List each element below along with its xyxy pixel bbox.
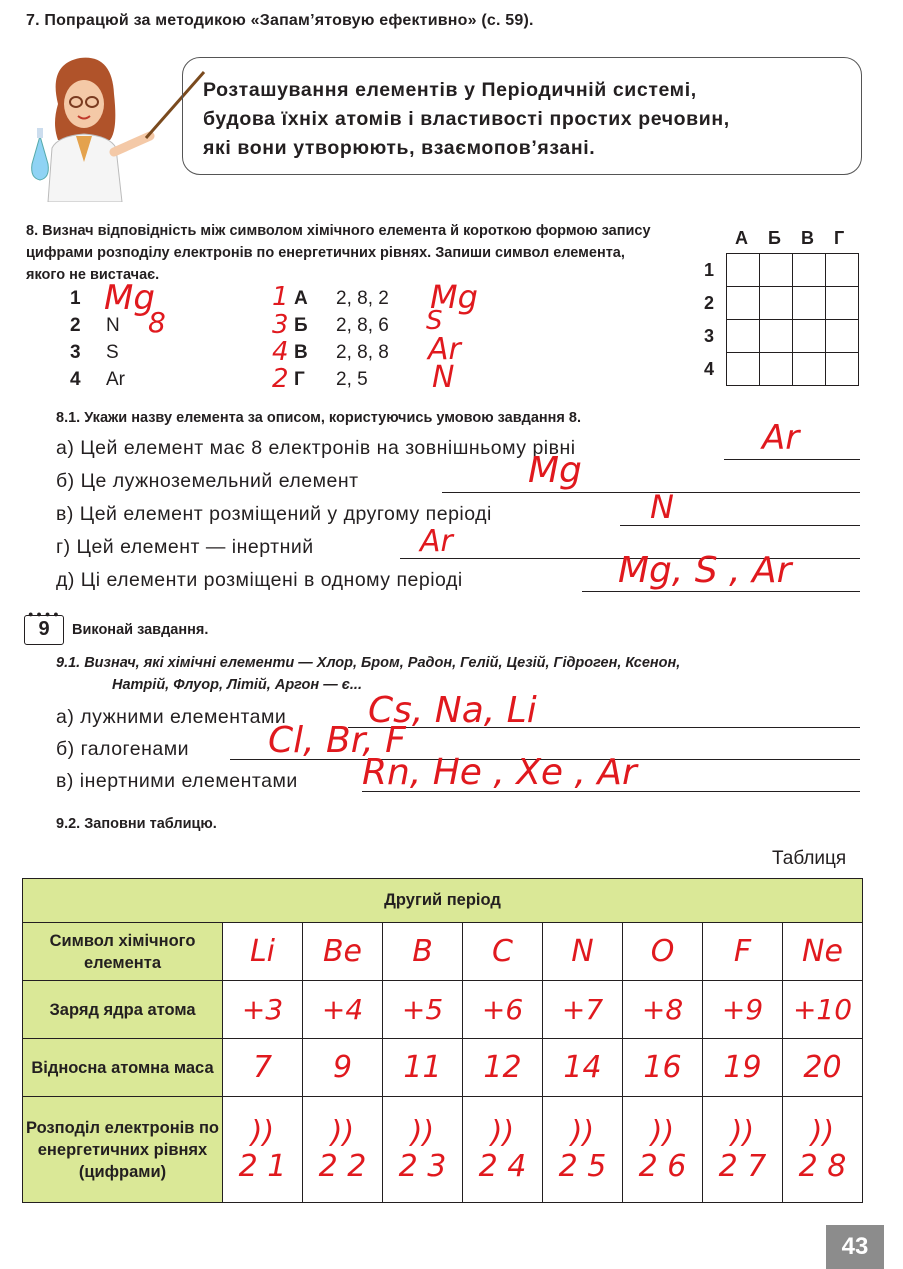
task-number-badge: 9 bbox=[24, 615, 64, 645]
symbol-cell[interactable]: Li bbox=[223, 923, 303, 981]
grid-cell[interactable] bbox=[760, 287, 793, 320]
shell-marks: )) bbox=[410, 1114, 435, 1150]
grid-cell[interactable] bbox=[793, 320, 826, 353]
grid-row-label: 1 bbox=[704, 260, 715, 280]
task-81-prompt: 8.1. Укажи назву елемента за описом, користуючись умовою завдання 8. bbox=[56, 410, 582, 426]
task-9-title: Виконай завдання. bbox=[72, 622, 209, 638]
handwritten-answer: Cs, Na, Li bbox=[368, 690, 537, 731]
distribution-cell[interactable] bbox=[543, 1097, 623, 1203]
mass-cell[interactable]: 14 bbox=[543, 1039, 623, 1097]
notepad-rings: ●●●● bbox=[28, 609, 62, 619]
question-text: г) Цей елемент — інертний bbox=[56, 536, 314, 558]
distribution-cell[interactable] bbox=[303, 1097, 383, 1203]
distribution-cell[interactable] bbox=[623, 1097, 703, 1203]
distribution-cell[interactable] bbox=[463, 1097, 543, 1203]
charge-cell[interactable]: +4 bbox=[303, 981, 383, 1039]
distribution-cell[interactable] bbox=[223, 1097, 303, 1203]
shell-marks: )) bbox=[330, 1114, 355, 1150]
row-label: Символ хімічного елемента bbox=[23, 923, 223, 981]
left-item-value: S bbox=[106, 342, 119, 363]
grid-col-header: В bbox=[801, 228, 814, 248]
grid-cell[interactable] bbox=[727, 287, 760, 320]
symbol-cell[interactable]: F bbox=[703, 923, 783, 981]
handwritten-answer: Ar bbox=[762, 418, 800, 458]
handwritten-answer: N bbox=[650, 488, 674, 526]
option-config: 2, 8, 8 bbox=[336, 342, 389, 363]
grid-cell[interactable] bbox=[760, 320, 793, 353]
distribution-cell[interactable] bbox=[703, 1097, 783, 1203]
handwritten-answer: Cl, Br, F bbox=[268, 720, 406, 761]
handwritten-mark: 1 bbox=[272, 282, 289, 312]
symbol-cell[interactable]: O bbox=[623, 923, 703, 981]
handwritten-answer: 8 bbox=[148, 306, 166, 339]
charge-cell[interactable]: +5 bbox=[383, 981, 463, 1039]
handwritten-answer: Mg, S , Ar bbox=[618, 550, 792, 591]
answer-line[interactable] bbox=[582, 591, 860, 592]
left-item-value: N bbox=[106, 315, 120, 336]
handwritten-answer: Rn, He , Xe , Ar bbox=[362, 752, 637, 793]
left-item-value: Ar bbox=[106, 369, 125, 390]
bubble-line: які вони утворюють, взаємопов’язані. bbox=[203, 137, 596, 159]
task-8-text: 8. Визнач відповідність між символом хімічного елемента й короткою формою запису цифрами розподілу електронів по енергетичних рівнях. Запиши символ елемента, якого не вистачає. bbox=[26, 223, 651, 283]
grid-cell[interactable] bbox=[727, 320, 760, 353]
distribution-cell[interactable] bbox=[783, 1097, 863, 1203]
option-letter: В bbox=[294, 342, 308, 363]
mass-cell[interactable]: 19 bbox=[703, 1039, 783, 1097]
handwritten-answer: S bbox=[426, 306, 443, 336]
mass-cell[interactable]: 7 bbox=[223, 1039, 303, 1097]
distribution-value: 2 1 bbox=[238, 1148, 287, 1184]
charge-cell[interactable]: +8 bbox=[623, 981, 703, 1039]
distribution-cell[interactable] bbox=[383, 1097, 463, 1203]
bubble-line: будова їхніх атомів і властивості простих речовин, bbox=[203, 108, 730, 130]
row-label: Відносна атомна маса bbox=[23, 1039, 223, 1097]
mass-cell[interactable]: 9 bbox=[303, 1039, 383, 1097]
grid-col-header: Г bbox=[834, 228, 845, 248]
grid-row-label: 3 bbox=[704, 326, 715, 346]
grid-col-header: Б bbox=[768, 228, 781, 248]
task-7-text: 7. Попрацюй за методикою «Запам’ятовую ефективно» (с. 59). bbox=[26, 12, 534, 29]
answer-line[interactable] bbox=[724, 459, 860, 460]
handwritten-answer: Mg bbox=[528, 450, 582, 491]
symbol-cell[interactable]: Ne bbox=[783, 923, 863, 981]
option-letter: Б bbox=[294, 315, 308, 336]
answer-grid bbox=[726, 253, 859, 386]
grid-row-label: 4 bbox=[704, 359, 715, 379]
handwritten-mark: 4 bbox=[272, 337, 289, 367]
question-text: а) Цей елемент має 8 електронів на зовнішньому рівні bbox=[56, 437, 576, 459]
table-header: Другий період bbox=[23, 879, 863, 923]
grid-cell[interactable] bbox=[727, 254, 760, 287]
mass-cell[interactable]: 16 bbox=[623, 1039, 703, 1097]
row-label: Заряд ядра атома bbox=[23, 981, 223, 1039]
table-caption: Таблиця bbox=[772, 848, 847, 869]
task-91-prompt: Натрій, Флуор, Літій, Аргон — є... bbox=[112, 677, 362, 693]
symbol-cell[interactable]: N bbox=[543, 923, 623, 981]
shell-marks: )) bbox=[810, 1114, 835, 1150]
second-period-table bbox=[22, 878, 863, 1203]
mass-cell[interactable]: 20 bbox=[783, 1039, 863, 1097]
distribution-value: 2 2 bbox=[318, 1148, 367, 1184]
grid-cell[interactable] bbox=[793, 254, 826, 287]
page-number: 43 bbox=[826, 1225, 884, 1269]
grid-cell[interactable] bbox=[793, 353, 826, 386]
handwritten-mark: 3 bbox=[272, 310, 289, 340]
charge-cell[interactable]: +3 bbox=[223, 981, 303, 1039]
symbol-cell[interactable]: B bbox=[383, 923, 463, 981]
speech-bubble bbox=[182, 57, 862, 175]
question-text: а) лужними елементами bbox=[56, 706, 287, 728]
bubble-line: Розташування елементів у Періодичній системі, bbox=[203, 79, 697, 101]
grid-cell[interactable] bbox=[793, 287, 826, 320]
question-text: б) галогенами bbox=[56, 738, 189, 760]
distribution-value: 2 4 bbox=[478, 1148, 527, 1184]
row-label: Розподіл електронів по енергетичних рівнях (цифрами) bbox=[23, 1097, 223, 1203]
distribution-value: 2 8 bbox=[798, 1148, 847, 1184]
charge-cell[interactable]: +7 bbox=[543, 981, 623, 1039]
option-letter: Г bbox=[294, 369, 305, 390]
grid-cell[interactable] bbox=[826, 254, 859, 287]
handwritten-answer: Ar bbox=[428, 332, 461, 367]
option-config: 2, 8, 2 bbox=[336, 288, 389, 309]
distribution-value: 2 3 bbox=[398, 1148, 447, 1184]
charge-cell[interactable]: +10 bbox=[783, 981, 863, 1039]
grid-cell[interactable] bbox=[826, 353, 859, 386]
grid-row-label: 2 bbox=[704, 293, 715, 313]
handwritten-answer: Ar bbox=[420, 524, 453, 559]
question-text: в) інертними елементами bbox=[56, 770, 298, 792]
question-text: д) Ці елементи розміщені в одному періоді bbox=[56, 569, 463, 591]
shell-marks: )) bbox=[730, 1114, 755, 1150]
grid-cell[interactable] bbox=[826, 287, 859, 320]
option-letter: А bbox=[294, 288, 308, 309]
left-num-3: 3 bbox=[70, 342, 81, 363]
distribution-value: 2 5 bbox=[558, 1148, 607, 1184]
distribution-value: 2 6 bbox=[638, 1148, 687, 1184]
grid-cell[interactable] bbox=[727, 353, 760, 386]
mass-cell[interactable]: 12 bbox=[463, 1039, 543, 1097]
grid-cell[interactable] bbox=[760, 254, 793, 287]
teacher-illustration bbox=[18, 44, 208, 202]
symbol-cell[interactable]: C bbox=[463, 923, 543, 981]
shell-marks: )) bbox=[570, 1114, 595, 1150]
left-num-2: 2 bbox=[70, 315, 81, 336]
grid-cell[interactable] bbox=[826, 320, 859, 353]
grid-col-header: А bbox=[735, 228, 748, 248]
question-text: в) Цей елемент розміщений у другому періоді bbox=[56, 503, 492, 525]
mass-cell[interactable]: 11 bbox=[383, 1039, 463, 1097]
shell-marks: )) bbox=[650, 1114, 675, 1150]
handwritten-answer: Mg bbox=[104, 278, 155, 318]
task-92-prompt: 9.2. Заповни таблицю. bbox=[56, 816, 217, 832]
handwritten-mark: 2 bbox=[272, 364, 289, 394]
charge-cell[interactable]: +6 bbox=[463, 981, 543, 1039]
grid-cell[interactable] bbox=[760, 353, 793, 386]
left-num-4: 4 bbox=[70, 369, 81, 390]
symbol-cell[interactable]: Be bbox=[303, 923, 383, 981]
left-num-1: 1 bbox=[70, 288, 81, 309]
handwritten-answer: Mg bbox=[430, 278, 478, 316]
task-91-prompt: 9.1. Визнач, які хімічні елементи — Хлор, Бром, Радон, Гелій, Цезій, Гідроген, Ксенон, bbox=[56, 655, 681, 671]
charge-cell[interactable]: +9 bbox=[703, 981, 783, 1039]
shell-marks: )) bbox=[490, 1114, 515, 1150]
option-config: 2, 5 bbox=[336, 369, 368, 390]
question-text: б) Це лужноземельний елемент bbox=[56, 470, 359, 492]
shell-marks: )) bbox=[250, 1114, 275, 1150]
handwritten-answer: N bbox=[432, 360, 455, 395]
option-config: 2, 8, 6 bbox=[336, 315, 389, 336]
distribution-value: 2 7 bbox=[718, 1148, 767, 1184]
